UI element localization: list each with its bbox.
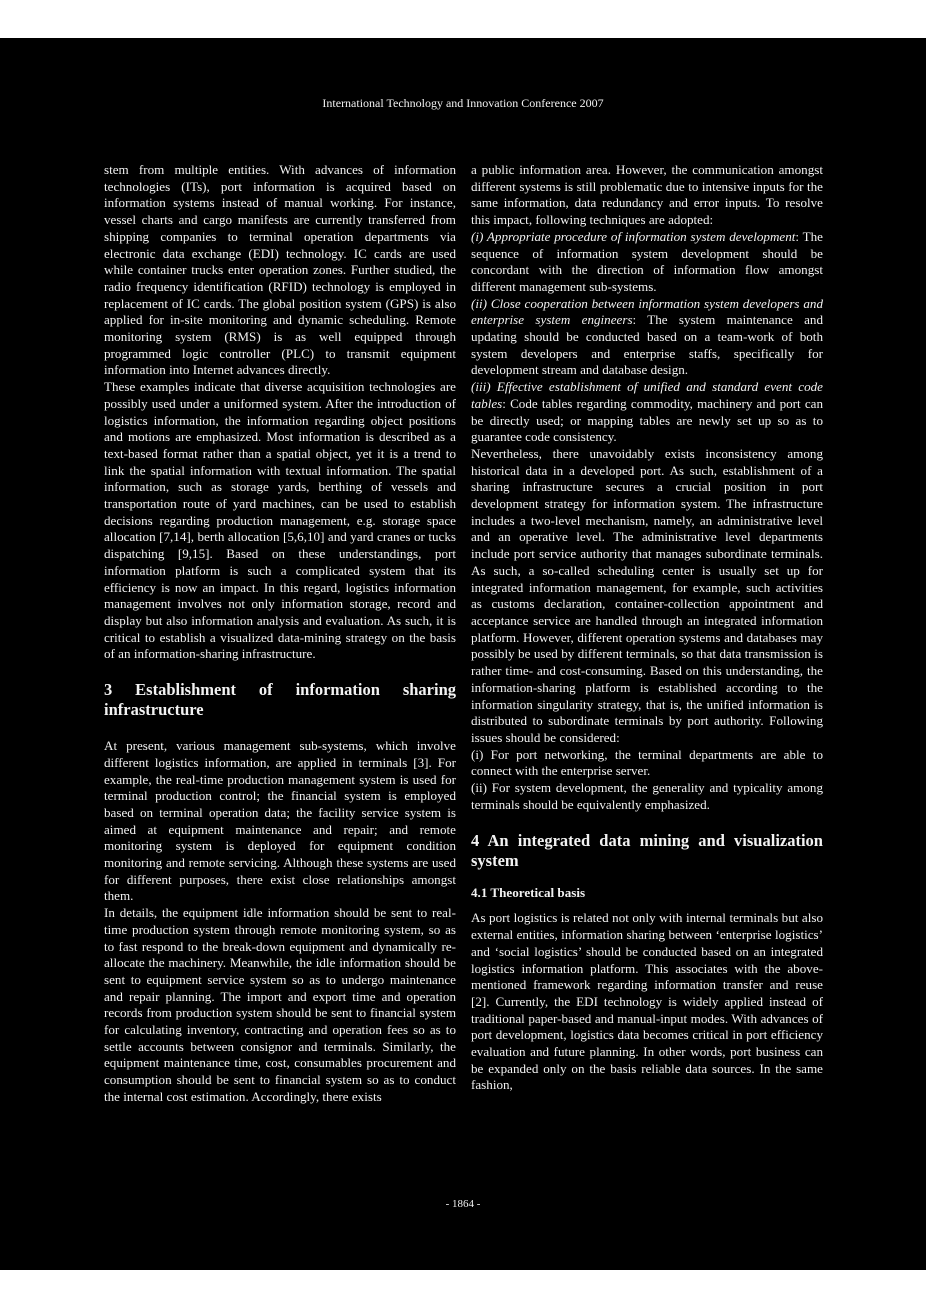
running-header: International Technology and Innovation Conference 2007: [322, 96, 604, 110]
list-item: [471, 379, 823, 446]
body-paragraph: As port logistics is related not only with internal terminals but also external entities, information sharing between ‘enterprise logistics’ and ‘social logistics’ should be conducted based on an integrated logistics information platform. This associates with the above-mentioned framework regarding information transfer and reuse [2]. Currently, the EDI technology is widely applied instead of traditional paper-based and manual-input modes. With advances of port development, logistics data becomes critical in port efficiency evaluation and future planning. In other words, port business can be expanded only on the basis reliable data sources. In the same fashion,: [471, 910, 823, 1093]
list-item: (ii) For system development, the generality and typicality among terminals should be equivalently emphasized.: [471, 780, 823, 812]
list-item-text: : The system maintenance and updating should be conducted based on a team-work of both system developers and enterprise staffs, specifically for development stream and database design.: [471, 312, 824, 378]
section-heading-3: 3 Establishment of information sharing infrastructure: [104, 680, 456, 720]
body-paragraph: Nevertheless, there unavoidably exists inconsistency among historical data in a developed port. As such, establishment of a sharing infrastructure secures a crucial position in port development strategy for information system. The infrastructure includes a two-level mechanism, namely, an administrative level and an operative level. The administrative level departments include port service authority that manages subordinate terminals. As such, a so-called scheduling center is usually set up for integrated information management, for example, such activities as customs declaration, container-collection appointment and acceptance service are handled through an integrated information platform. However, different operation systems and databases may possibly be used by different terminals, so that data transmission is rather time- and cost-consuming. Based on this understanding, the information-sharing platform is established according to the information singularity strategy, that is, the unified information is distributed to subordinate terminals by port authority. Following issues should be considered:: [471, 445, 823, 745]
list-item: [471, 229, 823, 296]
list-item-lead: (iii) Effective establishment of unified and standard event code tables: [471, 379, 823, 411]
body-paragraph: These examples indicate that diverse acquisition technologies are possibly used under a uniformed system. After the introduction of logistics information, the information regarding object positions and motions are emphasized. Most information is described as a text-based format rather than a spatial object, yet it is a trend to link the spatial information with textual information. The spatial information, such as storage yards, berthing of vessels and transportation route of yard machines, can be used to establish decisions regarding production management, e.g. storage space allocation [7,14], berth allocation [5,6,10] and yard cranes or tucks dispatching [9,15]. Based on these understandings, port information platform is such a complicated system that its efficiency is now an impact. In this regard, logistics information management involves not only information storage, record and display but also information analysis and evaluation. As such, it is critical to establish a visualized data-mining strategy on the basis of an information-sharing infrastructure.: [104, 379, 456, 662]
list-item-text: : Code tables regarding commodity, machinery and port can be directly used; or mapping tables are newly set up so as to guarantee code consistency.: [471, 395, 823, 445]
list-item-lead: (i) Appropriate procedure of information system development: [471, 228, 796, 244]
body-paragraph: In details, the equipment idle information should be sent to real-time production system through remote monitoring system, so as to fast respond to the break-down equipment and dynamically re-allocate the machinery. Meanwhile, the idle information should be sent to equipment service system so as to undergo maintenance and repair planning. The import and export time and operation records from production system should be sent to financial system for calculating inventory, contracting and operation fees so as to settle accounts between consignor and terminals. Similarly, the equipment maintenance time, cost, consumables procurement and consumption should be sent to financial system so as to conduct the internal cost estimation. Accordingly, there exists: [104, 905, 456, 1104]
page-number: - 1864 -: [445, 1198, 481, 1210]
body-paragraph: At present, various management sub-systems, which involve different logistics information, are applied in terminals [3]. For example, the real-time production management system is used for terminal production control; the financial system is employed based on terminal operation data; the facility service system is aimed at equipment maintenance and repair; and remote monitoring system is deployed for equipment condition monitoring and remote servicing. Although these systems are used for different purposes, there exist close relationships amongst them.: [104, 738, 456, 904]
list-item-lead: (ii) Close cooperation between information system developers and enterprise system engineers: [471, 295, 823, 328]
body-paragraph: a public information area. However, the communication amongst different systems is still problematic due to intensive inputs for the same information, data redundancy and error inputs. To resolve this impact, following techniques are adopted:: [471, 162, 823, 228]
page: [0, 38, 926, 1270]
subsection-heading-4-1: 4.1 Theoretical basis: [471, 885, 586, 901]
left-column: [104, 162, 456, 1106]
body-paragraph: stem from multiple entities. With advances of information technologies (ITs), port information is acquired based on information systems instead of manual working. For instance, vessel charts and cargo manifests are currently transferred from shipping companies to terminal operation departments via electronic data exchange (EDI) technology. IC cards are used while container trucks enter operation zones. Further studied, the radio frequency identification (RFID) technology is employed in replacement of IC cards. The global position system (GPS) is also applied for in-site monitoring and dynamic scheduling. Remote monitoring system (RMS) is as well equipped through programmed logic controller (PLC) to transmit equipment information into Internet advances directly.: [104, 162, 456, 378]
list-item: (i) For port networking, the terminal departments are able to connect with the enterprise server.: [471, 746, 823, 779]
section-heading-4: 4 An integrated data mining and visualization system: [471, 831, 823, 871]
list-item: [471, 296, 823, 380]
list-item-text: : The sequence of information system development should be concordant with the direction of information flow amongst different management sub-systems.: [471, 228, 823, 294]
right-column: [471, 162, 823, 1094]
